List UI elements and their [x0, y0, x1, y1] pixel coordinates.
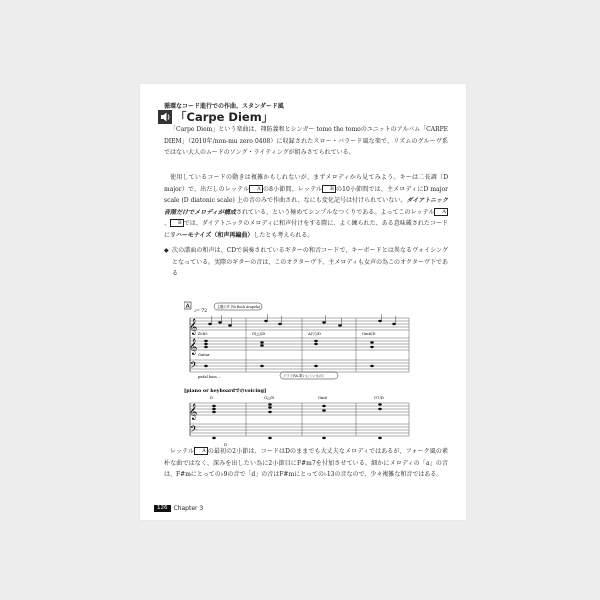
bold-text: リハーモナイズ（和声再編曲） [170, 231, 254, 239]
music-score [184, 300, 414, 450]
treble-staff-1 [190, 318, 409, 330]
text-run: では、ダイアトニックのメロディに和声付けをする際に、よく練られた、ある意味蔵されたコードに [164, 220, 448, 239]
document-page [140, 84, 466, 520]
chord-symbol: A(▽)/D [308, 331, 321, 336]
rehearsal-mark: A [194, 447, 208, 455]
callout-label: ドラド(Vo.歌いにくいもの) [283, 374, 324, 378]
text-run: されている、という極めてシンプルなつくりである。よってこのレッテル [235, 208, 435, 216]
treble-clef-icon: 𝄞 [189, 319, 198, 335]
text-run: の10小節間では、主メロディにD major scale (D diatonic scale) 上の音のみで作曲され、なにも変化記号は付けられていない。 [164, 185, 448, 204]
bullet-note [164, 245, 448, 280]
chord-symbol: G△/D [264, 395, 275, 400]
bass-note-label: D [224, 442, 228, 447]
chord-symbol: G7/D [374, 395, 384, 400]
treble-clef-icon: 𝄞 [189, 404, 198, 420]
rehearsal-mark: A [434, 208, 448, 216]
bass-annotation: pedal bass ... [198, 375, 222, 379]
keyboard-notes [212, 403, 382, 439]
staff-label: Ib-b5 [198, 332, 208, 336]
emphasis-text: ダイアトニック音階だけでメロディが構成 [164, 197, 448, 216]
chapter-label: Chapter 3 [173, 504, 204, 512]
rehearsal-mark: B [170, 219, 184, 227]
text-run: 、 [164, 220, 171, 227]
keyboard-bass-staff [190, 424, 409, 436]
song-title: 「Carpe Diem」 [175, 110, 274, 124]
paragraph-melody [164, 172, 448, 241]
bass-clef-icon: 𝄢 [190, 360, 198, 373]
treble-clef-icon: 𝄞 [189, 339, 198, 355]
staff-label: Guitar [198, 353, 210, 357]
text-run: の8小節間、レッテル [262, 185, 323, 193]
score-svg [184, 300, 414, 450]
chord-symbol: D [210, 395, 214, 400]
chord-symbol: G(△)/D [252, 331, 266, 336]
section-title-row [158, 110, 273, 124]
keyboard-treble-staff [190, 403, 409, 415]
page-footer [154, 504, 203, 512]
keyboard-label: [piano or keyboardでのvoicing] [184, 388, 267, 394]
speaker-icon [158, 110, 172, 124]
paragraph-analysis [164, 446, 448, 481]
chord-symbol: Gm6 [318, 395, 328, 400]
rehearsal-mark: B [322, 185, 336, 193]
section-kicker: 循環なコード進行での作曲、スタンダード風 [164, 103, 284, 110]
rehearsal-letter: A [185, 302, 190, 310]
bass-clef-icon: 𝄢 [190, 424, 198, 437]
paragraph-intro: 「Carpe Diem」という楽曲は、翔防義和とシンガー tomo the tomoのユニットのアルバム「CARPE DIEM」（2010年/non-mu zero 0408）に収録されたスロー・バラード風な楽で、リズムのグルーヴ系ではない大人のムードのソング・ライティングが組みさてられている。 [164, 126, 448, 156]
bullet-mark: ◆ [164, 247, 169, 254]
text-run: の最初の2小節は、コードはDのままでも大丈夫なメロディではあるが、フォーク風の素朴な曲ではなく、深みを出したい為に2小節目にF#m7を付加させている。細かにメロディの「a」の音は、F#mにとっての♭9の音で「d」の音はF#mにとっての♭13の音なので、少々複雑な和音ではある。 [164, 448, 449, 478]
treble-staff-2 [190, 338, 409, 350]
bass-staff-1 [190, 360, 409, 372]
text-run: 使用しているコードの動きは複雑かもしれないが、まずメロディから見てみよう。キーは二長調（D major）で、出だしのレッテル [164, 174, 448, 193]
chord-symbol: Gm6/D [362, 331, 376, 336]
page-number: 126 [154, 505, 171, 512]
guide-label: 主題の声 (Vo.Rock Acapela) [217, 305, 261, 309]
text-run: レッテル [170, 448, 195, 455]
rehearsal-mark: A [249, 185, 263, 193]
text-run: したとも考えられる。 [253, 231, 314, 239]
tempo-mark: ♩= 72 [194, 309, 208, 314]
bullet-text: 次の譜面の和声は、CDで演奏されているギターの和音コードで、キーボードとは異なるヴォイシングとなっている。実際のギターの音は、このオクターヴ下、主メロディも女声の為このオクターヴ下である [172, 247, 448, 277]
